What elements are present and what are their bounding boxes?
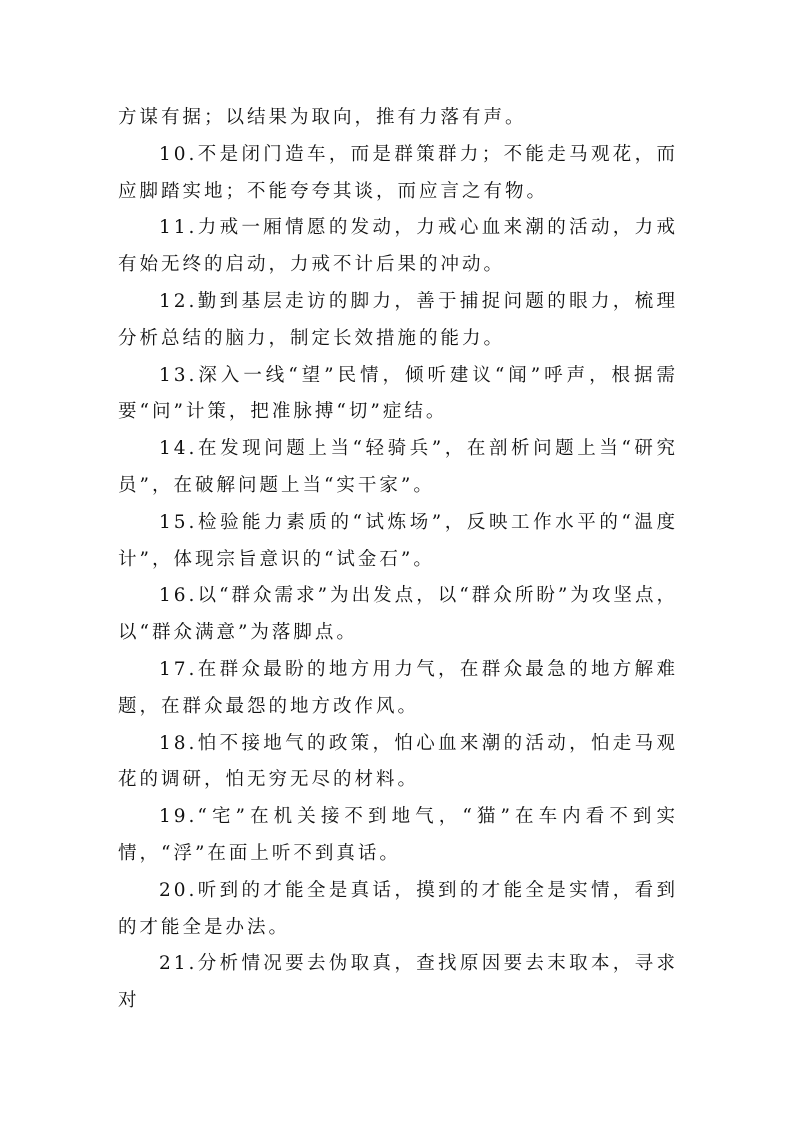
paragraph-item-12: 12.勤到基层走访的脚力，善于捕捉问题的眼力，梳理分析总结的脑力，制定长效措施的能力。 [118,290,678,349]
paragraph-item-20: 20.听到的才能全是真话，摸到的才能全是实情，看到的才能全是办法。 [118,879,678,938]
paragraph-item-19: 19.“宅”在机关接不到地气，“猫”在车内看不到实情，“浮”在面上听不到真话。 [118,806,678,864]
paragraph-continuation: 方谋有据；以结果为取向，推有力落有声。 [118,107,527,128]
paragraph-item-14: 14.在发现问题上当“轻骑兵”，在剖析问题上当“研究员”，在破解问题上当“实干家”。 [118,438,678,496]
paragraph-item-17: 17.在群众最盼的地方用力气，在群众最急的地方解难题，在群众最怨的地方改作风。 [118,658,678,717]
document-body [118,100,678,1020]
paragraph-item-15: 15.检验能力素质的“试炼场”，反映工作水平的“温度计”，体现宗旨意识的“试金石”。 [118,511,678,570]
paragraph-item-16: 16.以“群众需求”为出发点，以“群众所盼”为攻坚点，以“群众满意”为落脚点。 [118,585,678,644]
paragraph-item-18: 18.怕不接地气的政策，怕心血来潮的活动，怕走马观花的调研，怕无穷无尽的材料。 [118,732,678,791]
paragraph-item-13: 13.深入一线“望”民情，倾听建议“闻”呼声，根据需要“问”计策，把准脉搏“切”症结。 [118,364,678,423]
paragraph-item-21: 21.分析情况要去伪取真，查找原因要去末取本，寻求对 [118,953,678,1012]
paragraph-item-10: 10.不是闭门造车，而是群策群力；不能走马观花，而应脚踏实地；不能夸夸其谈，而应言之有物。 [118,143,678,202]
paragraph-item-11: 11.力戒一厢情愿的发动，力戒心血来潮的活动，力戒有始无终的启动，力戒不计后果的冲动。 [118,217,678,276]
